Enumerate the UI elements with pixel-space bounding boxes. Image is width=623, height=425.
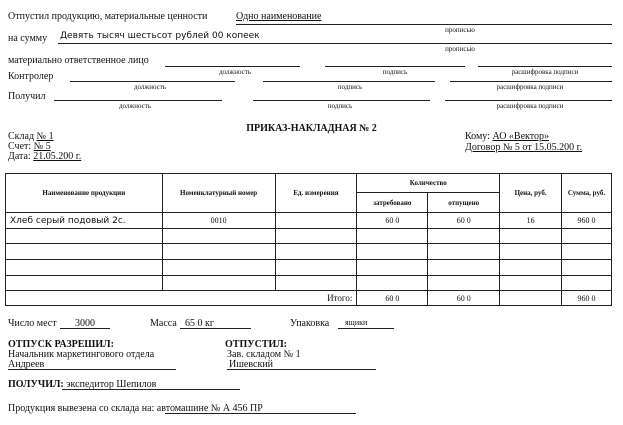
sum-label: на сумму xyxy=(8,33,48,44)
cell: 0010 xyxy=(162,213,275,229)
caption: подпись xyxy=(382,68,408,76)
allowed-name: Андреев xyxy=(8,359,45,370)
released-by-label: ОТПУСТИЛ: xyxy=(225,339,288,350)
caption: должность xyxy=(118,102,152,110)
total-row xyxy=(6,291,612,306)
table-row xyxy=(6,213,612,229)
col-subheader: отпущено xyxy=(428,193,500,213)
cell: 60 0 xyxy=(428,213,500,229)
places-label: Число мест xyxy=(8,318,57,329)
shipped-label: Продукция вывезена со склада на: xyxy=(8,403,155,414)
caption: расшифровка подписи xyxy=(496,83,564,91)
cell xyxy=(275,213,357,229)
responsible-label: материально ответственное лицо xyxy=(8,55,149,66)
released-label: Отпустил продукцию, материальные ценности xyxy=(8,11,208,22)
col-header: Количество xyxy=(357,174,500,193)
table-row xyxy=(6,244,612,260)
invoice-label: Счет: xyxy=(8,141,32,152)
mass-value: 65 0 кг xyxy=(185,318,214,329)
released-name: Ишевский xyxy=(229,359,274,370)
received-by-label: ПОЛУЧИЛ: xyxy=(8,379,64,390)
caption: подпись xyxy=(337,83,363,91)
to-label: Кому: xyxy=(465,131,490,142)
received-by-value: экспедитор Шепилов xyxy=(66,379,157,390)
total-label: Итого: xyxy=(6,291,357,306)
col-subheader: затребовано xyxy=(357,193,428,213)
col-header: Ед. измерения xyxy=(275,174,357,213)
sum-value: Девять тысяч шестьсот рублей 00 копеек xyxy=(60,31,260,41)
contract: Договор № 5 от 15.05.200 г. xyxy=(465,142,583,153)
table-row xyxy=(6,229,612,244)
col-header: Номенклатурный номер xyxy=(162,174,275,213)
cell: Хлеб серый подовый 2с. xyxy=(6,213,163,229)
released-position: Зав. складом № 1 xyxy=(227,349,301,360)
warehouse-label: Склад xyxy=(8,131,35,142)
allowed-label: ОТПУСК РАЗРЕШИЛ: xyxy=(8,339,114,350)
controller-label: Контролер xyxy=(8,71,54,82)
cell: 60 0 xyxy=(357,291,428,306)
cell: 960 0 xyxy=(562,213,612,229)
caption: подпись xyxy=(327,102,353,110)
cell xyxy=(500,291,562,306)
shipped-value: автомашине № А 456 ПР xyxy=(156,403,263,414)
cell: 960 0 xyxy=(562,291,612,306)
pack-value: ящики xyxy=(345,318,368,327)
cell: 60 0 xyxy=(428,291,500,306)
table-row xyxy=(6,276,612,291)
document-title: ПРИКАЗ-НАКЛАДНАЯ № 2 xyxy=(246,123,377,134)
date-label: Дата: xyxy=(8,151,31,162)
date-value: 21.05.200 г. xyxy=(33,151,82,162)
to-value: АО «Вектор» xyxy=(492,131,549,142)
caption: прописью xyxy=(445,45,475,53)
caption: должность xyxy=(218,68,252,76)
caption: прописью xyxy=(445,26,475,34)
caption: расшифровка подписи xyxy=(496,102,564,110)
col-header: Цена, руб. xyxy=(500,174,562,213)
goods-table xyxy=(5,173,612,306)
places-value: 3000 xyxy=(75,318,95,329)
received-label: Получил xyxy=(8,91,46,102)
warehouse-value: № 1 xyxy=(36,131,54,142)
col-header: Наименование продукции xyxy=(6,174,163,213)
mass-label: Масса xyxy=(150,318,177,329)
caption: должность xyxy=(133,83,167,91)
cell: 16 xyxy=(500,213,562,229)
released-value: Одно наименование xyxy=(236,11,322,22)
cell: 60 0 xyxy=(357,213,428,229)
allowed-position: Начальник маркетингового отдела xyxy=(8,349,155,360)
invoice-value: № 5 xyxy=(33,141,51,152)
pack-label: Упаковка xyxy=(290,318,330,329)
table-row xyxy=(6,260,612,276)
caption: расшифровка подписи xyxy=(511,68,579,76)
col-header: Сумма, руб. xyxy=(562,174,612,213)
